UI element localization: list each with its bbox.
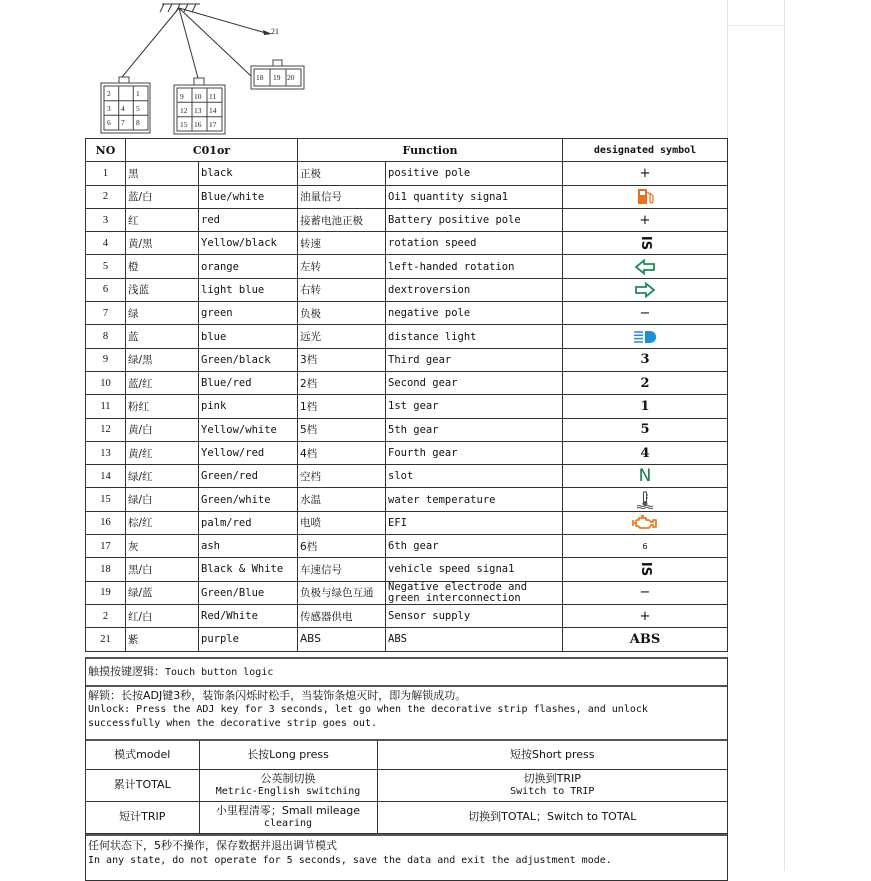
pin-label: 15 — [180, 120, 188, 129]
mode-row-total — [86, 769, 727, 801]
designated-symbol — [563, 395, 728, 418]
function-en: Sensor supply — [386, 604, 563, 627]
designated-symbol — [563, 535, 728, 558]
pin-label: 16 — [194, 120, 202, 129]
function-cn: 车速信号 — [298, 558, 386, 581]
wire-color-en: purple — [199, 628, 298, 651]
wire-color-en: light blue — [199, 278, 298, 301]
designated-symbol — [563, 441, 728, 464]
function-cn: 4档 — [298, 441, 386, 464]
symbol-text: 5 — [640, 422, 650, 438]
function-cn: 负极与绿色互通 — [298, 581, 386, 604]
pin-label: 13 — [194, 106, 202, 115]
mode-trip-short-cn: 切换到TOTAL；Switch to TOTAL — [468, 810, 637, 823]
function-en: 1st gear — [386, 395, 563, 418]
pin-number: 19 — [86, 581, 126, 604]
designated-symbol — [563, 465, 728, 488]
wire-color-cn: 浅蓝 — [126, 278, 199, 301]
pin-label: 11 — [209, 92, 217, 101]
pin-number: 6 — [86, 278, 126, 301]
function-en: 6th gear — [386, 535, 563, 558]
wire-color-en: ash — [199, 535, 298, 558]
pin-label: 10 — [194, 92, 202, 101]
function-cn: 油量信号 — [298, 185, 386, 208]
function-en: 5th gear — [386, 418, 563, 441]
mode-header-mode-label: 模式model — [114, 747, 171, 761]
pin-label: 9 — [180, 92, 184, 101]
wire-color-cn: 紫 — [126, 628, 199, 651]
symbol-text: 1 — [640, 398, 650, 414]
pin-number: 9 — [86, 348, 126, 371]
wire-color-en: black — [199, 162, 298, 185]
pin-label: 8 — [136, 118, 140, 127]
pin-label: 7 — [121, 118, 125, 127]
function-cn: 6档 — [298, 535, 386, 558]
wire-color-en: green — [199, 302, 298, 325]
symbol-text: 4 — [640, 445, 650, 461]
designated-symbol — [563, 628, 728, 651]
mode-header-mode — [86, 741, 199, 769]
speed-signal-is-symbol: IS — [637, 562, 653, 577]
table-row — [86, 418, 728, 441]
wire-color-en: Yellow/white — [199, 418, 298, 441]
pin-label: 4 — [121, 104, 125, 113]
mode-header-long — [199, 741, 377, 769]
pin-number: 16 — [86, 511, 126, 534]
wire-color-cn: 蓝/红 — [126, 371, 199, 394]
function-cn: 2档 — [298, 371, 386, 394]
pin-label: 3 — [107, 104, 111, 113]
function-en: ABS — [386, 628, 563, 651]
mode-trip-long-en: clearing — [263, 818, 313, 829]
wire-color-cn: 绿/白 — [126, 488, 199, 511]
wires — [122, 8, 266, 78]
wire-color-en: Green/white — [199, 488, 298, 511]
right-arrow-icon — [634, 282, 656, 298]
function-cn: 空档 — [298, 465, 386, 488]
pin-number: 10 — [86, 371, 126, 394]
wire-color-en: Yellow/red — [199, 441, 298, 464]
wire-color-en: Yellow/black — [199, 232, 298, 255]
function-en: EFI — [386, 511, 563, 534]
designated-symbol — [563, 302, 728, 325]
mode-total-long-cn: 公英制切换 — [260, 772, 316, 785]
wire-color-en: pink — [199, 395, 298, 418]
logic-title-cn: 触摸按键逻辑： — [88, 665, 165, 678]
pin-number: 4 — [86, 232, 126, 255]
wire-color-en: Green/Blue — [199, 581, 298, 604]
wire-color-cn: 橙 — [126, 255, 199, 278]
designated-symbol — [563, 348, 728, 371]
pin-number: 13 — [86, 441, 126, 464]
table-row — [86, 441, 728, 464]
pin-label: 19 — [273, 73, 281, 82]
pin-label: 2 — [107, 89, 111, 98]
wire-color-cn: 红/白 — [126, 604, 199, 627]
table-row — [86, 465, 728, 488]
pin-number: 2 — [86, 185, 126, 208]
neutral-n-symbol: N — [638, 466, 652, 487]
function-en: Fourth gear — [386, 441, 563, 464]
table-row — [86, 255, 728, 278]
function-en: Battery positive pole — [386, 208, 563, 231]
function-en: rotation speed — [386, 232, 563, 255]
pin-number: 15 — [86, 488, 126, 511]
wire-color-en: Red/White — [199, 604, 298, 627]
function-cn: 转速 — [298, 232, 386, 255]
wire-color-en: palm/red — [199, 511, 298, 534]
sheet-gridline — [784, 0, 785, 871]
header-color: C01or — [126, 139, 298, 162]
pin-label: 12 — [180, 106, 188, 115]
symbol-text: 6 — [642, 542, 648, 552]
mode-table — [86, 741, 727, 834]
function-en: negative pole — [386, 302, 563, 325]
wire-color-cn: 绿/蓝 — [126, 581, 199, 604]
header-symbol: designated symbol — [563, 139, 728, 162]
function-en: Second gear — [386, 371, 563, 394]
designated-symbol — [563, 488, 728, 511]
fuel-pump-icon — [636, 188, 654, 205]
function-cn: 远光 — [298, 325, 386, 348]
plus-symbol: + — [639, 165, 651, 181]
symbol-text: ABS — [629, 631, 661, 647]
timeout-note-en: In any state, do not operate for 5 seconds, save the data and exit the adjustment mode. — [88, 854, 612, 866]
pin-label: 1 — [136, 89, 140, 98]
mode-header-long-label: 长按Long press — [247, 747, 329, 761]
wire-color-en: Blue/white — [199, 185, 298, 208]
designated-symbol — [563, 558, 728, 581]
engine-check-icon — [632, 515, 658, 531]
wire-color-cn: 绿/红 — [126, 465, 199, 488]
mode-total-short — [377, 769, 727, 801]
mode-trip-short — [377, 801, 727, 833]
function-en: positive pole — [386, 162, 563, 185]
unlock-instructions — [86, 687, 727, 741]
table-header-row — [86, 139, 728, 162]
connector-wiring-diagram — [86, 0, 726, 138]
wire-color-cn: 棕/红 — [126, 511, 199, 534]
wire-color-en: Green/red — [199, 465, 298, 488]
function-cn: 5档 — [298, 418, 386, 441]
table-row — [86, 208, 728, 231]
table-row — [86, 395, 728, 418]
header-function: Function — [298, 139, 563, 162]
mode-header-short-label: 短按Short press — [509, 747, 595, 761]
pin-number: 2 — [86, 604, 126, 627]
function-cn: 正极 — [298, 162, 386, 185]
designated-symbol — [563, 371, 728, 394]
minus-symbol: − — [639, 585, 651, 601]
thermometer-icon — [636, 491, 654, 509]
function-cn: 1档 — [298, 395, 386, 418]
mode-trip-long-cn: 小里程清零；Small mileage — [215, 804, 361, 817]
wire-color-cn: 蓝 — [126, 325, 199, 348]
table-row — [86, 302, 728, 325]
logic-title-en: Touch button logic — [165, 667, 274, 678]
minus-symbol: − — [639, 305, 651, 321]
designated-symbol — [563, 325, 728, 348]
function-en: dextroversion — [386, 278, 563, 301]
function-en: slot — [386, 465, 563, 488]
wire-color-cn: 绿/黑 — [126, 348, 199, 371]
designated-symbol — [563, 581, 728, 604]
pin-number: 8 — [86, 325, 126, 348]
function-cn: 右转 — [298, 278, 386, 301]
header-no: NO — [86, 139, 126, 162]
mode-total-short-cn: 切换到TRIP — [523, 772, 581, 785]
function-en: water temperature — [386, 488, 563, 511]
mode-trip-long — [199, 801, 377, 833]
left-arrow-icon — [634, 259, 656, 275]
function-cn: 电喷 — [298, 511, 386, 534]
pin-number: 17 — [86, 535, 126, 558]
mode-trip-name — [86, 801, 199, 833]
pin-function-table — [85, 138, 728, 652]
timeout-note-cn: 任何状态下，5秒不操作，保存数据并退出调节模式 — [88, 838, 337, 852]
pin-label: 5 — [136, 104, 140, 113]
pin-label: 17 — [209, 120, 217, 129]
pin-number: 12 — [86, 418, 126, 441]
pin-number: 3 — [86, 208, 126, 231]
wire-color-en: red — [199, 208, 298, 231]
pin-label: 20 — [287, 73, 295, 82]
plus-symbol: + — [639, 608, 651, 624]
table-row — [86, 325, 728, 348]
wire-color-cn: 黄/红 — [126, 441, 199, 464]
pin-number: 11 — [86, 395, 126, 418]
designated-symbol — [563, 278, 728, 301]
plus-symbol: + — [639, 212, 651, 228]
pin-number: 1 — [86, 162, 126, 185]
designated-symbol — [563, 232, 728, 255]
table-row — [86, 511, 728, 534]
wire-color-en: Green/black — [199, 348, 298, 371]
wire-color-cn: 粉红 — [126, 395, 199, 418]
wire-color-cn: 绿 — [126, 302, 199, 325]
mode-total-label: 累计TOTAL — [113, 778, 171, 791]
mode-row-trip — [86, 801, 727, 833]
pin-label: 14 — [209, 106, 217, 115]
symbol-text: 2 — [640, 375, 650, 391]
function-en: distance light — [386, 325, 563, 348]
table-row — [86, 628, 728, 651]
table-row — [86, 604, 728, 627]
table-row — [86, 348, 728, 371]
symbol-text: 3 — [640, 352, 650, 368]
designated-symbol — [563, 604, 728, 627]
unlock-en: Unlock: Press the ADJ key for 3 seconds, let go when the decorative strip flashes, and unlock successfully when the decorative strip goes out. — [88, 704, 648, 729]
pin-label: 6 — [107, 118, 111, 127]
designated-symbol — [563, 185, 728, 208]
mode-total-name — [86, 769, 199, 801]
mode-header-row — [86, 741, 727, 769]
wire-color-en: blue — [199, 325, 298, 348]
function-en: Third gear — [386, 348, 563, 371]
table-row — [86, 488, 728, 511]
pin-label: 18 — [256, 73, 264, 82]
logic-title — [86, 659, 727, 687]
wire-color-cn: 黑 — [126, 162, 199, 185]
wire-color-cn: 黑/白 — [126, 558, 199, 581]
speed-signal-is-symbol: IS — [637, 236, 653, 251]
table-row — [86, 581, 728, 604]
mode-total-short-en: Switch to TRIP — [510, 786, 595, 797]
wire-color-cn: 黄/黑 — [126, 232, 199, 255]
pin-number: 7 — [86, 302, 126, 325]
function-en: left-handed rotation — [386, 255, 563, 278]
table-row — [86, 558, 728, 581]
wire-color-cn: 红 — [126, 208, 199, 231]
table-row — [86, 185, 728, 208]
table-row — [86, 162, 728, 185]
pin-number: 21 — [86, 628, 126, 651]
connector-c-pin-labels — [256, 73, 295, 82]
function-cn: ABS — [298, 628, 386, 651]
function-cn: 左转 — [298, 255, 386, 278]
touch-button-logic-section — [85, 657, 728, 881]
timeout-note — [86, 834, 727, 880]
wire-color-cn: 蓝/白 — [126, 185, 199, 208]
designated-symbol — [563, 208, 728, 231]
pin-number: 18 — [86, 558, 126, 581]
wire-color-en: Black & White — [199, 558, 298, 581]
function-cn: 接蓄电池正极 — [298, 208, 386, 231]
designated-symbol — [563, 418, 728, 441]
unlock-cn: 解锁：长按ADJ键3秒，装饰条闪烁时松手，当装饰条熄灭时，即为解锁成功。 — [88, 689, 467, 702]
sheet-gridline — [727, 25, 784, 26]
function-cn: 负极 — [298, 302, 386, 325]
designated-symbol — [563, 162, 728, 185]
pin-number: 14 — [86, 465, 126, 488]
table-row — [86, 371, 728, 394]
wire-label-21: 21 — [271, 27, 279, 36]
pin-number: 5 — [86, 255, 126, 278]
table-row — [86, 278, 728, 301]
function-en: Negative electrode and green interconnection — [386, 581, 563, 604]
function-en: Oi1 quantity signa1 — [386, 185, 563, 208]
designated-symbol — [563, 511, 728, 534]
mode-header-short — [377, 741, 727, 769]
mode-trip-label: 短计TRIP — [119, 810, 166, 823]
table-row — [86, 232, 728, 255]
table-row — [86, 535, 728, 558]
function-en: vehicle speed signa1 — [386, 558, 563, 581]
wire-color-en: orange — [199, 255, 298, 278]
wire-color-cn: 灰 — [126, 535, 199, 558]
wire-color-cn: 黄/白 — [126, 418, 199, 441]
high-beam-icon — [633, 330, 657, 344]
function-cn: 水温 — [298, 488, 386, 511]
mode-total-long-en: Metric-English switching — [215, 786, 361, 797]
wire-color-en: Blue/red — [199, 371, 298, 394]
function-cn: 3档 — [298, 348, 386, 371]
mode-total-long — [199, 769, 377, 801]
designated-symbol — [563, 255, 728, 278]
function-cn: 传感器供电 — [298, 604, 386, 627]
